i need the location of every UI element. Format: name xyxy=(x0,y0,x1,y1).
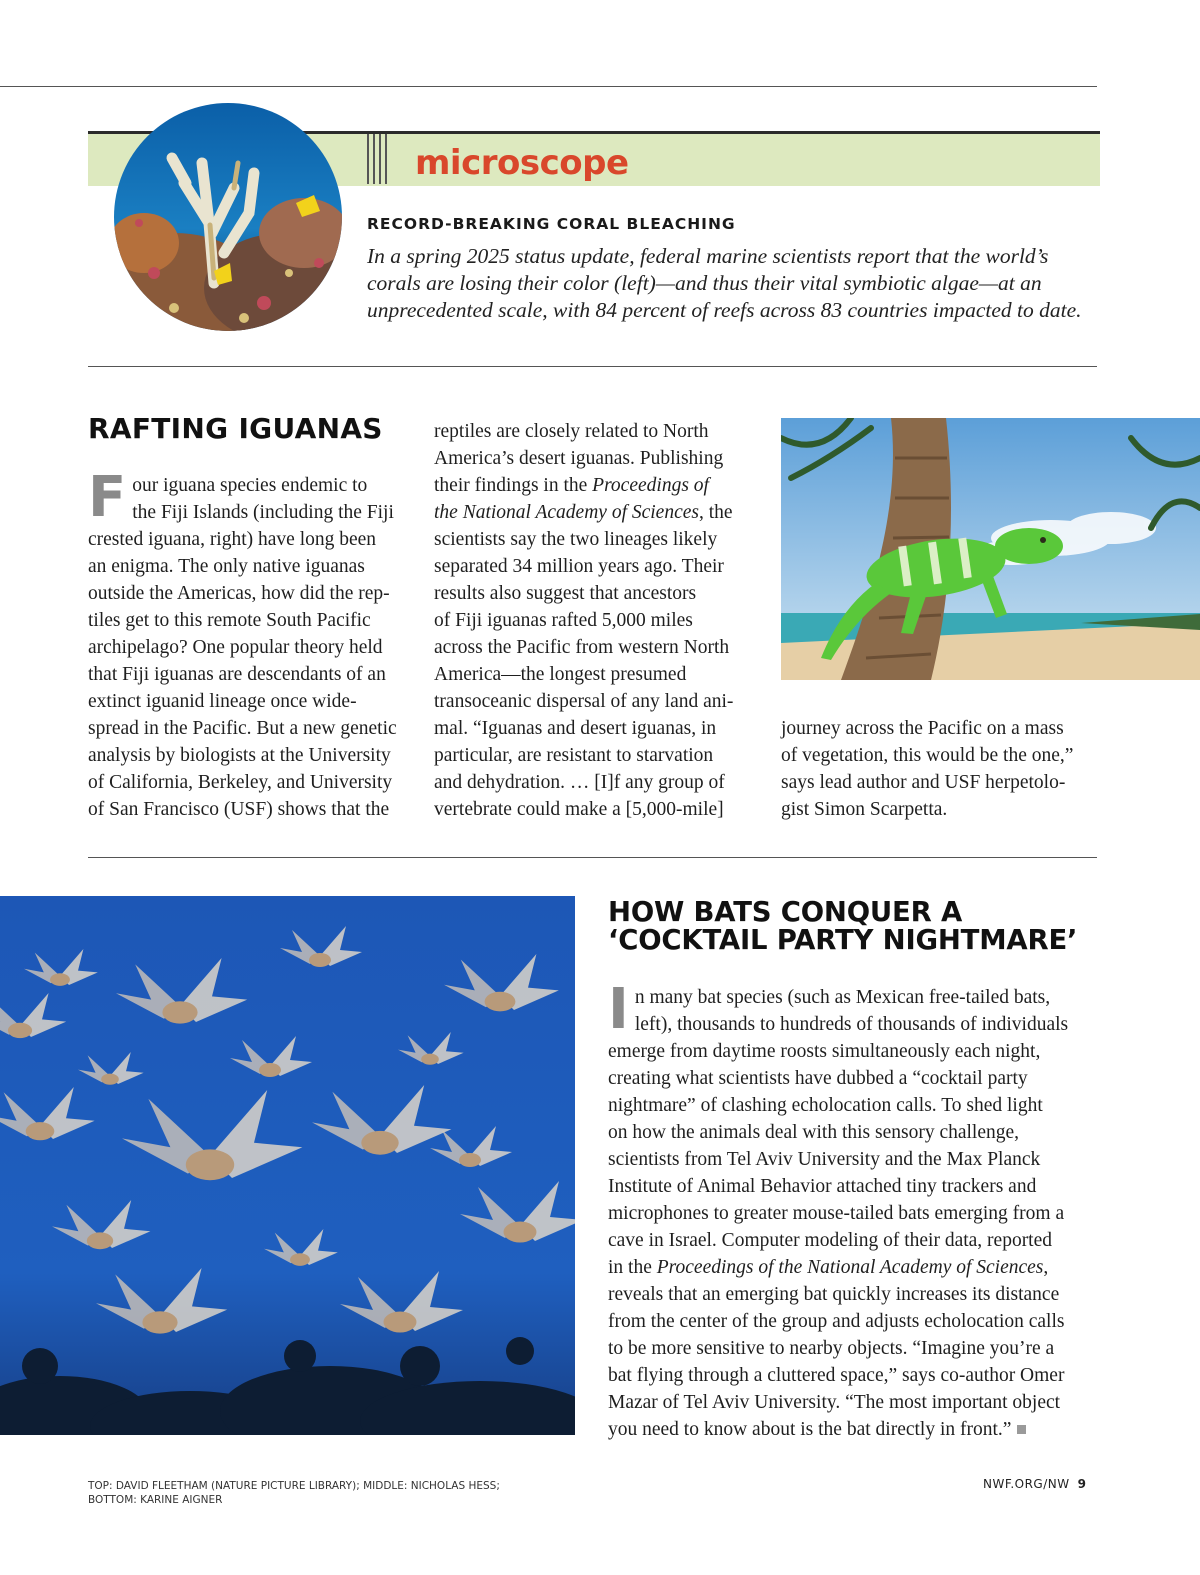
iguana-photo xyxy=(781,418,1200,680)
text-line: says lead author and USF herpetolo- xyxy=(781,772,1066,793)
iguana-column-3 xyxy=(781,715,1101,823)
text-line: gist Simon Scarpetta. xyxy=(781,799,948,820)
text-segment: their findings in the xyxy=(434,475,593,496)
text-line: bat flying through a cluttered space,” says co-author Omer xyxy=(608,1365,1065,1386)
text-line: n many bat species (such as Mexican free-tailed bats, xyxy=(634,987,1051,1008)
site-url: NWF.ORG/NW xyxy=(983,1477,1070,1491)
text-line: spread in the Pacific. But a new genetic xyxy=(88,718,397,739)
text-line: emerge from daytime roosts simultaneously each night, xyxy=(608,1041,1041,1062)
text-segment: you need to know about is the bat directly in front.” xyxy=(608,1419,1012,1440)
text-line: outside the Americas, how did the rep- xyxy=(88,583,390,604)
text-line: to be more sensitive to nearby objects. “Imagine you’re a xyxy=(608,1338,1055,1359)
text-line: on how the animals deal with this sensory challenge, xyxy=(608,1122,1020,1143)
bats-photo xyxy=(0,896,575,1435)
top-rule xyxy=(0,86,1097,87)
text-line: cave in Israel. Computer modeling of their data, reported xyxy=(608,1230,1053,1251)
text-line: results also suggest that ancestors xyxy=(434,583,697,604)
end-mark-icon xyxy=(1017,1425,1026,1434)
text-line: America—the longest presumed xyxy=(434,664,687,685)
journal-title: the National Academy of Sciences xyxy=(434,502,699,523)
coral-summary-line: corals are losing their color (left)—and thus their vital symbiotic algae—at an xyxy=(367,271,1042,295)
text-line: tiles get to this remote South Pacific xyxy=(88,610,371,631)
text-line: of Fiji iguanas rafted 5,000 miles xyxy=(434,610,693,631)
iguana-column-2 xyxy=(434,418,754,823)
headline-line: HOW BATS CONQUER A xyxy=(608,896,963,928)
text-line: of California, Berkeley, and University xyxy=(88,772,393,793)
text-line: left), thousands to hundreds of thousands of individuals xyxy=(634,1014,1069,1035)
iguana-headline: RAFTING IGUANAS xyxy=(88,412,383,445)
page-number: 9 xyxy=(1077,1477,1087,1491)
text-line: analysis by biologists at the University xyxy=(88,745,391,766)
text-line: reveals that an emerging bat quickly increases its distance xyxy=(608,1284,1060,1305)
text-line xyxy=(608,1254,1103,1281)
credit-line: BOTTOM: KARINE AIGNER xyxy=(88,1494,223,1506)
text-line: and dehydration. … [I]f any group of xyxy=(434,772,725,793)
text-line: from the center of the group and adjusts echolocation calls xyxy=(608,1311,1065,1332)
bats-headline xyxy=(608,898,1108,954)
text-line: microphones to greater mouse-tailed bats emerging from a xyxy=(608,1203,1065,1224)
coral-summary-line: unprecedented scale, with 84 percent of reefs across 83 countries impacted to date. xyxy=(367,298,1082,322)
text-line: nightmare” of clashing echolocation calls. To shed light xyxy=(608,1095,1043,1116)
coral-summary xyxy=(367,243,1097,324)
coral-headline: RECORD-BREAKING CORAL BLEACHING xyxy=(367,215,736,233)
iguana-illustration xyxy=(781,418,1200,680)
text-line: that Fiji iguanas are descendants of an xyxy=(88,664,386,685)
bats-illustration xyxy=(0,896,575,1435)
coral-summary-line: In a spring 2025 status update, federal marine scientists report that the world’s xyxy=(367,244,1049,268)
photo-credits xyxy=(88,1479,528,1507)
drop-cap: F xyxy=(88,465,127,530)
text-segment: , xyxy=(1043,1257,1049,1278)
text-line: creating what scientists have dubbed a “cocktail party xyxy=(608,1068,1028,1089)
text-line: crested iguana, right) have long been xyxy=(88,529,377,550)
credit-line: TOP: DAVID FLEETHAM (NATURE PICTURE LIBRARY); MIDDLE: NICHOLAS HESS; xyxy=(88,1480,500,1492)
drop-cap: I xyxy=(608,977,629,1042)
text-line: Mazar of Tel Aviv University. “The most important object xyxy=(608,1392,1061,1413)
text-line: particular, are resistant to starvation xyxy=(434,745,714,766)
text-line xyxy=(434,472,754,499)
coral-illustration xyxy=(114,103,342,331)
bats-column xyxy=(608,977,1103,1443)
text-segment: in the xyxy=(608,1257,657,1278)
text-line: the Fiji Islands (including the Fiji xyxy=(132,502,394,523)
coral-photo xyxy=(114,103,342,331)
section-divider xyxy=(88,857,1097,858)
text-line: vertebrate could make a [5,000-mile] xyxy=(434,799,724,820)
text-line: Institute of Animal Behavior attached tiny trackers and xyxy=(608,1176,1037,1197)
text-line: reptiles are closely related to North xyxy=(434,421,709,442)
section-divider xyxy=(88,366,1097,367)
text-line: America’s desert iguanas. Publishing xyxy=(434,448,724,469)
text-segment: , the xyxy=(698,502,733,523)
journal-title: Proceedings of the National Academy of Sciences xyxy=(656,1257,1044,1278)
text-line: mal. “Iguanas and desert iguanas, in xyxy=(434,718,717,739)
text-line: across the Pacific from western North xyxy=(434,637,730,658)
headline-line: ‘COCKTAIL PARTY NIGHTMARE’ xyxy=(608,924,1078,956)
section-title: microscope xyxy=(415,143,629,183)
text-line: scientists say the two lineages likely xyxy=(434,529,718,550)
text-line: an enigma. The only native iguanas xyxy=(88,556,365,577)
text-line xyxy=(608,1416,1103,1443)
text-line: journey across the Pacific on a mass xyxy=(781,718,1064,739)
text-line: transoceanic dispersal of any land ani- xyxy=(434,691,734,712)
text-line: extinct iguanid lineage once wide- xyxy=(88,691,357,712)
section-bars-decoration xyxy=(367,134,393,184)
journal-title: Proceedings of xyxy=(592,475,709,496)
text-line: of San Francisco (USF) shows that the xyxy=(88,799,390,820)
text-line xyxy=(434,499,754,526)
text-line: our iguana species endemic to xyxy=(132,475,368,496)
page-folio xyxy=(983,1477,1086,1491)
text-line: scientists from Tel Aviv University and the Max Planck xyxy=(608,1149,1041,1170)
text-line: archipelago? One popular theory held xyxy=(88,637,383,658)
text-line: separated 34 million years ago. Their xyxy=(434,556,724,577)
iguana-column-1 xyxy=(88,465,408,823)
text-line: of vegetation, this would be the one,” xyxy=(781,745,1074,766)
